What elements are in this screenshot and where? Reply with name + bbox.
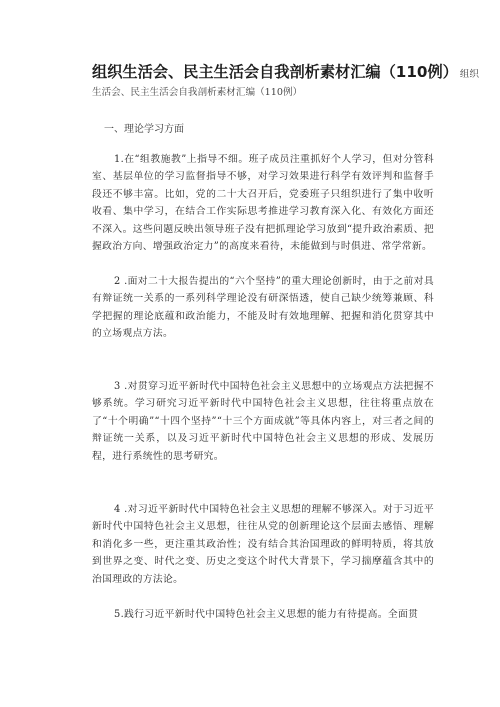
document-title: 组织生活会、民主生活会自我剖析素材汇编（110例） — [92, 63, 458, 81]
section-heading: 一、理论学习方面 — [104, 124, 184, 135]
document-subtitle: 生活会、民主生活会自我剖析素材汇编（110例） — [92, 87, 303, 98]
document-title-tail: 组织 — [459, 69, 480, 80]
paragraph-1: 1.在“组教施教”上指导不细。班子成员注重抓好个人学习，但对分管科室、基层单位的学习监督指导不够，对学习效果进行科学有效评判和监督手段还不够丰富。比如，党的二十大召开后，党委班子只组织进行了集中收听收看、集中学习，在结合工作实际思考推进学习教育深入化、有效化方面还不深入。这些问题反映出领导班子没有把抓理论学习放到“提升政治素质、把握政治方向、增强政治定力”的高度来看待，未能做到与时俱进、常学常新。 — [92, 154, 434, 253]
paragraph-2: 2 .面对二十大报告提出的“六个坚持”的重大理论创新时，由于之前对具有辩证统一关系的一系列科学理论没有研深悟透，使自己缺少统筹兼顾、科学把握的理论底蕴和政治能力，不能及时有效地理解、把握和消化贯穿其中的立场观点方法。 — [92, 276, 434, 340]
paragraph-5: 5.践行习近平新时代中国特色社会主义思想的能力有待提高。全面贯 — [114, 609, 419, 620]
paragraph-3: 3 .对贯穿习近平新时代中国特色社会主义思想中的立场观点方法把握不够系统。学习研究习近平新时代中国特色社会主义思想，往往将重点放在了“十个明确”“十四个坚持”“十三个方面成就”等具体内容上，对三者之间的辩证统一关系，以及习近平新时代中国特色社会主义思想的形成、发展历程，进行系统性的思考研究。 — [92, 381, 434, 462]
paragraph-4: 4 .对习近平新时代中国特色社会主义思想的理解不够深入。对于习近平新时代中国特色社会主义思想，往往从党的创新理论这个层面去感悟、理解和消化多一些，更注重其政治性；没有结合其治国理政的鲜明特质，将其放到世界之变、时代之变、历史之变这个时代大背景下，学习揣摩蕴含其中的治国理政的方法论。 — [92, 504, 434, 585]
document-title-line — [92, 62, 480, 85]
